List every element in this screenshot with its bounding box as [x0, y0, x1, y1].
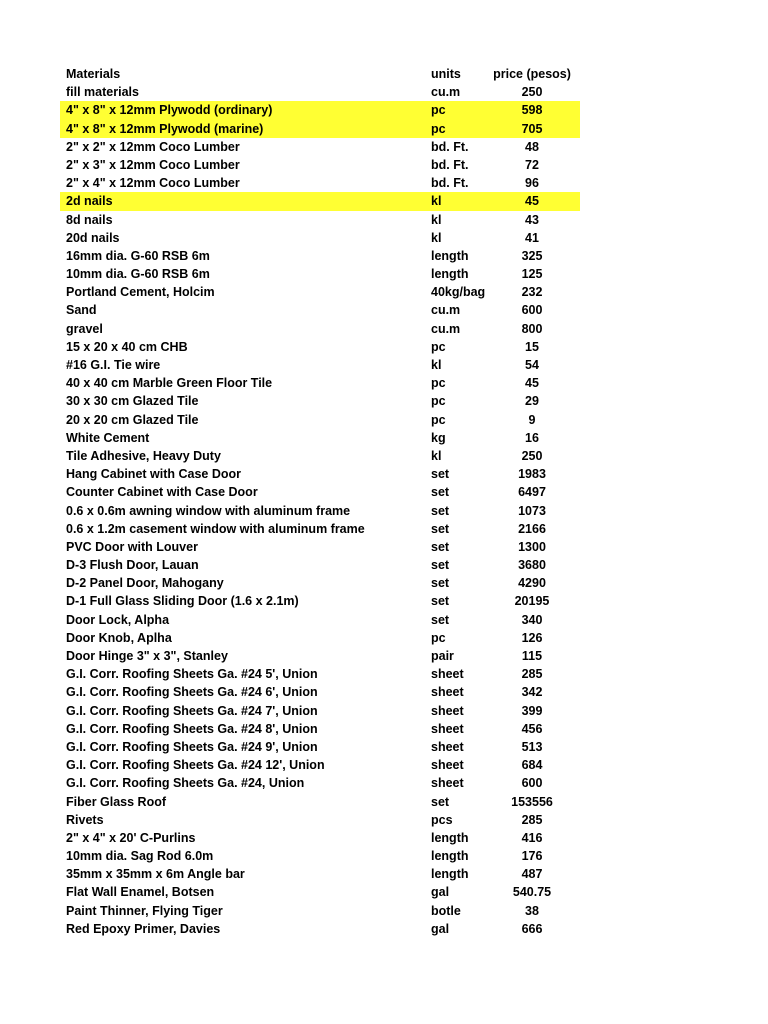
material-cell: Door Lock, Alpha	[66, 612, 170, 627]
price-cell: 232	[521, 285, 543, 300]
table-row	[60, 902, 580, 920]
material-cell: 0.6 x 1.2m casement window with aluminum frame	[66, 521, 365, 536]
unit-cell: sheet	[431, 739, 464, 754]
unit-cell: set	[431, 539, 450, 554]
table-row	[60, 338, 580, 356]
price-cell: 45	[525, 194, 539, 209]
price-cell: 684	[521, 758, 543, 773]
table-row	[60, 174, 580, 192]
table-row	[60, 883, 580, 901]
price-cell: 800	[521, 321, 543, 336]
material-cell: Tile Adhesive, Heavy Duty	[66, 448, 221, 463]
material-cell: 2" x 4" x 12mm Coco Lumber	[66, 176, 240, 191]
unit-cell: pc	[431, 412, 446, 427]
material-cell: G.I. Corr. Roofing Sheets Ga. #24 7', Union	[66, 703, 318, 718]
material-cell: 10mm dia. G-60 RSB 6m	[66, 267, 210, 282]
unit-cell: sheet	[431, 721, 464, 736]
header-materials: Materials	[66, 67, 121, 81]
table-header-row	[60, 65, 580, 83]
price-cell: 48	[525, 139, 539, 154]
material-cell: 20 x 20 cm Glazed Tile	[66, 412, 199, 427]
unit-cell: bd. Ft.	[431, 176, 469, 191]
price-cell: 325	[521, 248, 543, 263]
table-row	[60, 865, 580, 883]
unit-cell: gal	[431, 921, 450, 936]
price-cell: 96	[525, 176, 539, 191]
price-cell: 340	[521, 612, 543, 627]
unit-cell: set	[431, 485, 450, 500]
table-row	[60, 320, 580, 338]
unit-cell: kl	[431, 212, 442, 227]
unit-cell: sheet	[431, 703, 464, 718]
table-row	[60, 301, 580, 319]
price-cell: 176	[521, 849, 543, 864]
table-row	[60, 483, 580, 501]
material-cell: D-3 Flush Door, Lauan	[66, 558, 199, 573]
table-row	[60, 211, 580, 229]
material-cell: 35mm x 35mm x 6m Angle bar	[66, 867, 245, 882]
price-cell: 666	[521, 921, 543, 936]
table-row	[60, 592, 580, 610]
price-cell: 540.75	[512, 885, 552, 900]
table-row	[60, 374, 580, 392]
table-row	[60, 738, 580, 756]
material-cell: Rivets	[66, 812, 104, 827]
unit-cell: length	[431, 830, 469, 845]
price-cell: 1073	[518, 503, 546, 518]
table-row	[60, 829, 580, 847]
material-cell: G.I. Corr. Roofing Sheets Ga. #24 12', Union	[66, 758, 325, 773]
unit-cell: length	[431, 849, 469, 864]
table-row	[60, 774, 580, 792]
price-cell: 399	[521, 703, 543, 718]
unit-cell: pc	[431, 376, 446, 391]
unit-cell: kl	[431, 194, 442, 209]
material-cell: 40 x 40 cm Marble Green Floor Tile	[66, 376, 273, 391]
unit-cell: pc	[431, 121, 446, 136]
table-row	[60, 756, 580, 774]
unit-cell: set	[431, 594, 450, 609]
price-cell: 115	[521, 649, 543, 663]
price-cell: 20195	[514, 594, 550, 609]
table-row	[60, 411, 580, 429]
table-row	[60, 192, 580, 210]
table-row	[60, 392, 580, 410]
table-row	[60, 229, 580, 247]
unit-cell: kl	[431, 230, 442, 245]
price-cell: 41	[525, 230, 539, 245]
material-cell: 4" x 8" x 12mm Plywodd (ordinary)	[66, 103, 273, 118]
unit-cell: bd. Ft.	[431, 157, 469, 172]
table-row	[60, 811, 580, 829]
material-cell: Sand	[66, 303, 97, 318]
price-cell: 1983	[518, 467, 546, 482]
price-cell: 2166	[518, 521, 546, 536]
materials-price-table	[60, 65, 580, 938]
table-row	[60, 120, 580, 138]
material-cell: #16 G.I. Tie wire	[66, 358, 161, 372]
material-cell: 10mm dia. Sag Rod 6.0m	[66, 849, 214, 864]
price-cell: 29	[525, 394, 539, 409]
material-cell: Red Epoxy Primer, Davies	[66, 921, 221, 936]
table-row	[60, 101, 580, 119]
price-cell: 342	[521, 685, 543, 700]
price-cell: 15	[525, 339, 539, 354]
unit-cell: kl	[431, 358, 442, 372]
table-row	[60, 556, 580, 574]
material-cell: G.I. Corr. Roofing Sheets Ga. #24 6', Union	[66, 685, 318, 700]
table-row	[60, 247, 580, 265]
price-cell: 1300	[518, 539, 546, 554]
table-row	[60, 265, 580, 283]
table-row	[60, 629, 580, 647]
table-row	[60, 465, 580, 483]
unit-cell: sheet	[431, 776, 464, 791]
unit-cell: cu.m	[431, 85, 461, 100]
material-cell: 15 x 20 x 40 cm CHB	[66, 339, 188, 354]
price-cell: 416	[521, 830, 543, 845]
price-cell: 598	[521, 103, 543, 118]
table-row	[60, 702, 580, 720]
table-row	[60, 138, 580, 156]
unit-cell: set	[431, 503, 450, 518]
material-cell: 4" x 8" x 12mm Plywodd (marine)	[66, 121, 264, 136]
price-cell: 6497	[518, 485, 546, 500]
table-row	[60, 502, 580, 520]
material-cell: 20d nails	[66, 230, 120, 245]
material-cell: Paint Thinner, Flying Tiger	[66, 903, 223, 918]
price-cell: 3680	[518, 558, 546, 573]
material-cell: 2" x 4" x 20' C-Purlins	[66, 830, 196, 845]
material-cell: Door Knob, Aplha	[66, 630, 172, 645]
material-cell: 16mm dia. G-60 RSB 6m	[66, 248, 210, 263]
unit-cell: cu.m	[431, 321, 461, 336]
material-cell: G.I. Corr. Roofing Sheets Ga. #24 9', Union	[66, 739, 318, 754]
unit-cell: pc	[431, 103, 446, 118]
unit-cell: kg	[431, 430, 446, 445]
material-cell: Portland Cement, Holcim	[66, 285, 215, 300]
table-row	[60, 574, 580, 592]
material-cell: 2" x 3" x 12mm Coco Lumber	[66, 157, 240, 172]
header-units: units	[431, 67, 461, 81]
unit-cell: set	[431, 558, 450, 573]
unit-cell: set	[431, 521, 450, 536]
material-cell: 8d nails	[66, 212, 113, 227]
unit-cell: pcs	[431, 812, 453, 827]
table-row	[60, 647, 580, 665]
material-cell: G.I. Corr. Roofing Sheets Ga. #24 5', Union	[66, 667, 318, 682]
material-cell: Counter Cabinet with Case Door	[66, 485, 258, 500]
unit-cell: set	[431, 612, 450, 627]
unit-cell: kl	[431, 448, 442, 463]
table-row	[60, 156, 580, 174]
table-row	[60, 920, 580, 938]
table-row	[60, 520, 580, 538]
material-cell: Door Hinge 3" x 3", Stanley	[66, 649, 228, 663]
price-cell: 45	[525, 376, 539, 391]
material-cell: 2d nails	[66, 194, 113, 209]
table-row	[60, 611, 580, 629]
unit-cell: sheet	[431, 685, 464, 700]
material-cell: fill materials	[66, 85, 139, 100]
material-cell: White Cement	[66, 430, 150, 445]
price-cell: 125	[521, 267, 543, 282]
price-cell: 705	[521, 121, 543, 136]
unit-cell: length	[431, 867, 469, 882]
table-row	[60, 356, 580, 374]
price-cell: 285	[521, 812, 543, 827]
price-cell: 487	[521, 867, 543, 882]
price-cell: 16	[525, 430, 539, 445]
unit-cell: sheet	[431, 667, 464, 682]
price-cell: 38	[525, 903, 539, 918]
unit-cell: length	[431, 248, 469, 263]
table-row	[60, 793, 580, 811]
unit-cell: sheet	[431, 758, 464, 773]
price-cell: 9	[528, 412, 536, 427]
material-cell: Hang Cabinet with Case Door	[66, 467, 242, 482]
table-row	[60, 683, 580, 701]
unit-cell: pair	[431, 649, 454, 663]
price-cell: 54	[525, 358, 539, 372]
table-row	[60, 720, 580, 738]
price-cell: 72	[525, 157, 539, 172]
unit-cell: pc	[431, 630, 446, 645]
table-row	[60, 283, 580, 301]
material-cell: Fiber Glass Roof	[66, 794, 167, 809]
price-cell: 513	[521, 739, 543, 754]
unit-cell: 40kg/bag	[431, 285, 486, 300]
material-cell: 0.6 x 0.6m awning window with aluminum frame	[66, 503, 351, 518]
price-cell: 43	[525, 212, 539, 227]
table-row	[60, 538, 580, 556]
table-body	[60, 83, 580, 938]
material-cell: 2" x 2" x 12mm Coco Lumber	[66, 139, 240, 154]
table-row	[60, 665, 580, 683]
header-price: price (pesos)	[493, 67, 571, 81]
unit-cell: set	[431, 794, 450, 809]
material-cell: D-1 Full Glass Sliding Door (1.6 x 2.1m)	[66, 594, 299, 609]
price-cell: 153556	[511, 794, 553, 809]
unit-cell: length	[431, 267, 469, 282]
material-cell: G.I. Corr. Roofing Sheets Ga. #24 8', Union	[66, 721, 318, 736]
unit-cell: pc	[431, 339, 446, 354]
table-row	[60, 429, 580, 447]
material-cell: PVC Door with Louver	[66, 539, 198, 554]
price-cell: 600	[521, 776, 543, 791]
unit-cell: gal	[431, 885, 450, 900]
table-row	[60, 847, 580, 865]
unit-cell: set	[431, 467, 450, 482]
price-cell: 285	[521, 667, 543, 682]
unit-cell: botle	[431, 903, 461, 918]
unit-cell: set	[431, 576, 450, 591]
material-cell: 30 x 30 cm Glazed Tile	[66, 394, 199, 409]
material-cell: Flat Wall Enamel, Botsen	[66, 885, 215, 900]
material-cell: G.I. Corr. Roofing Sheets Ga. #24, Union	[66, 776, 305, 791]
unit-cell: cu.m	[431, 303, 461, 318]
price-cell: 4290	[518, 576, 546, 591]
material-cell: gravel	[66, 321, 103, 336]
table-row	[60, 447, 580, 465]
unit-cell: pc	[431, 394, 446, 409]
material-cell: D-2 Panel Door, Mahogany	[66, 576, 224, 591]
table-row	[60, 83, 580, 101]
unit-cell: bd. Ft.	[431, 139, 469, 154]
price-cell: 250	[521, 448, 543, 463]
price-cell: 126	[521, 630, 543, 645]
price-cell: 600	[521, 303, 543, 318]
price-cell: 250	[521, 85, 543, 100]
price-cell: 456	[521, 721, 543, 736]
